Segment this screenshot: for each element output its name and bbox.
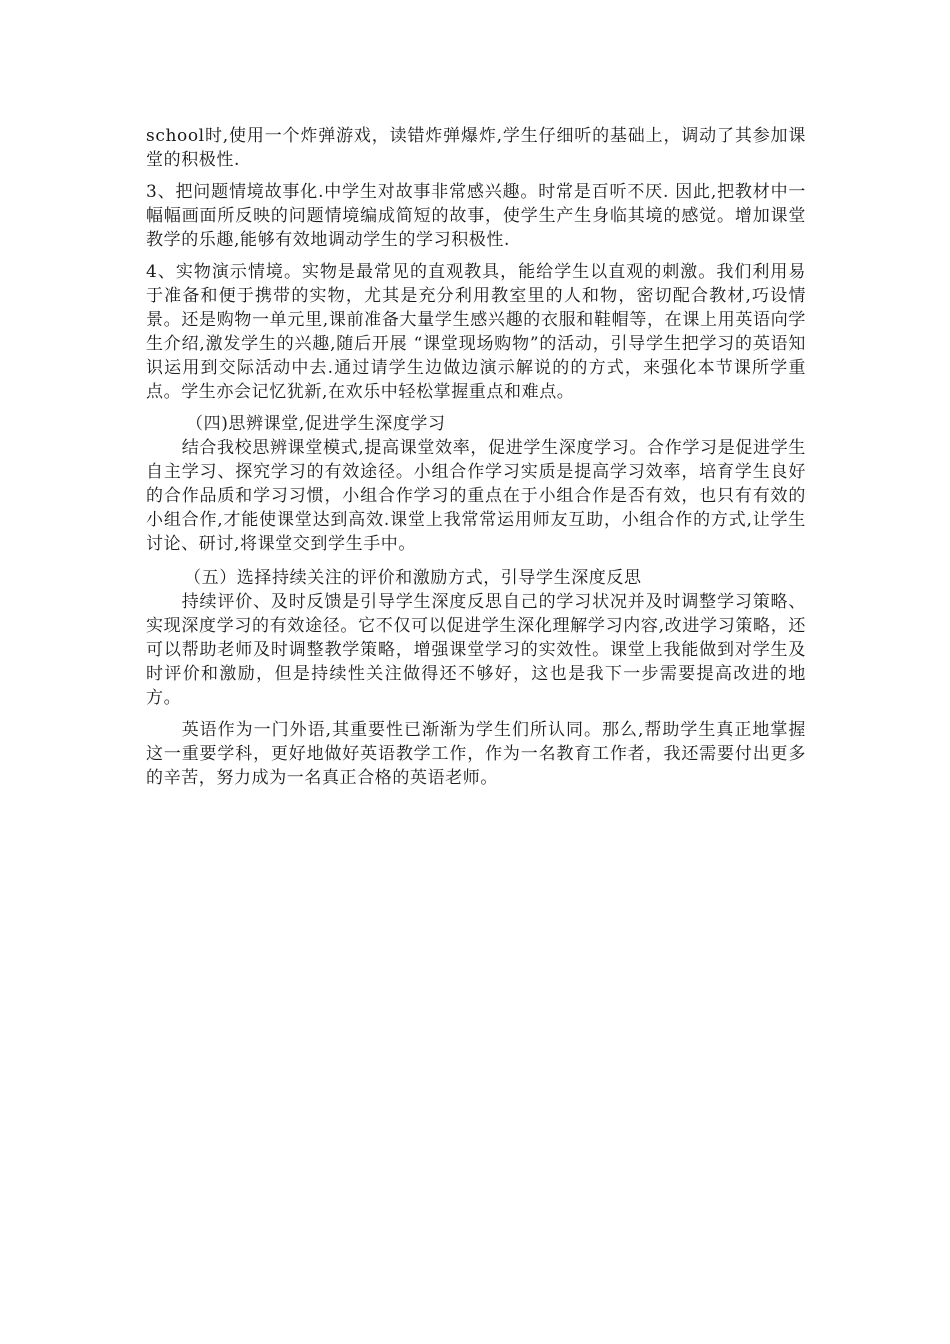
paragraph-item-4-objects: 4、实物演示情境。实物是最常见的直观教具，能给学生以直观的刺激。我们利用易于准备和便于携带的实物，尤其是充分利用教室里的人和物，密切配合教材,巧设情景。还是购物一单元里,课前准备大量学生感兴趣的衣服和鞋帽等，在课上用英语向学生介绍,激发学生的兴趣,随后开展 “课堂现场购物”的活动，引导学生把学习的英语知识运用到交际活动中去.通过请学生边做边演示解说的的方式，来强化本节课所学重点。学生亦会记忆犹新,在欢乐中轻松掌握重点和难点。 (146, 262, 806, 402)
section-4-heading: （四)思辨课堂,促进学生深度学习 (186, 414, 446, 434)
paragraph-school-bomb-game: school时,使用一个炸弹游戏，读错炸弹爆炸,学生仔细听的基础上，调动了其参加课堂的积极性. (146, 126, 806, 170)
section-5-heading: （五）选择持续关注的评价和激励方式，引导学生深度反思 (184, 568, 642, 588)
document-body (146, 124, 806, 790)
paragraph-item-3-story: 3、把问题情境故事化.中学生对故事非常感兴趣。时常是百听不厌. 因此,把教材中一幅幅画面所反映的问题情境编成简短的故事，使学生产生身临其境的感觉。增加课堂教学的乐趣,能够有效地调动学生的学习积极性. (146, 182, 806, 250)
section-5-body: 持续评价、及时反馈是引导学生深度反思自己的学习状况并及时调整学习策略、实现深度学习的有效途径。它不仅可以促进学生深化理解学习内容,改进学习策略，还可以帮助老师及时调整教学策略，增强课堂学习的实效性。课堂上我能做到对学生及时评价和激励，但是持续性关注做得还不够好，这也是我下一步需要提高改进的地方。 (146, 592, 806, 708)
section-4-body: 结合我校思辨课堂模式,提高课堂效率，促进学生深度学习。合作学习是促进学生自主学习、探究学习的有效途径。小组合作学习实质是提高学习效率，培育学生良好的合作品质和学习习惯，小组合作学习的重点在于小组合作是否有效，也只有有效的小组合作,才能使课堂达到高效.课堂上我常常运用师友互助，小组合作的方式,让学生讨论、研讨,将课堂交到学生手中。 (146, 438, 806, 554)
conclusion-paragraph: 英语作为一门外语,其重要性已渐渐为学生们所认同。那么,帮助学生真正地掌握这一重要学科，更好地做好英语教学工作，作为一名教育工作者，我还需要付出更多的辛苦，努力成为一名真正合格的英语老师。 (146, 720, 806, 788)
